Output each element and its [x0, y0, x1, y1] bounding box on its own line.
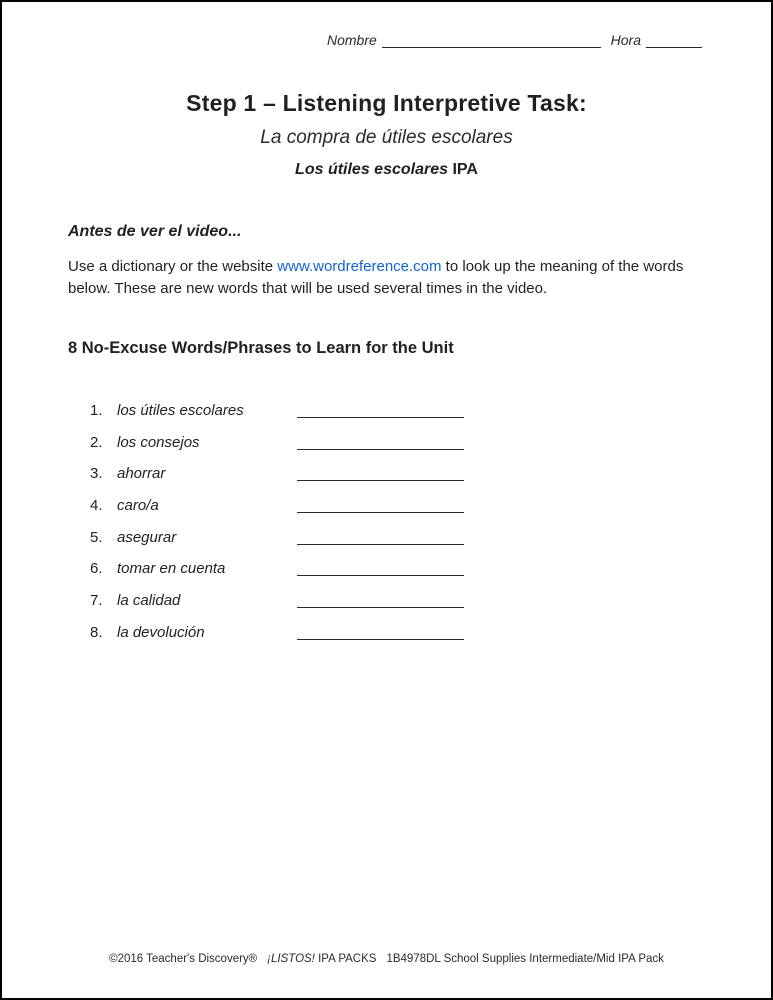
footer-product-code: 1B4978DL School Supplies Intermediate/Mid IPA Pack — [386, 953, 664, 965]
vocab-term: asegurar — [117, 528, 177, 546]
name-hour-header — [327, 31, 702, 48]
vocab-answer-blank — [297, 436, 464, 450]
name-label: Nombre — [327, 32, 377, 48]
section-heading-before-video: Antes de ver el video... — [68, 223, 242, 240]
vocab-row — [90, 624, 490, 656]
vocab-row — [90, 497, 490, 529]
vocab-number: 8. — [90, 623, 103, 641]
vocab-answer-blank — [297, 467, 464, 481]
vocab-answer-blank — [297, 531, 464, 545]
vocab-row — [90, 560, 490, 592]
footer-brand-italic: ¡LISTOS! — [267, 953, 315, 965]
vocab-row — [90, 402, 490, 434]
vocab-answer-blank — [297, 626, 464, 640]
vocab-answer-blank — [297, 404, 464, 418]
vocab-term: la devolución — [117, 623, 205, 641]
vocab-row — [90, 465, 490, 497]
vocab-term: los consejos — [117, 433, 200, 451]
vocab-number: 4. — [90, 497, 103, 515]
hour-label: Hora — [610, 32, 641, 48]
vocab-answer-blank — [297, 562, 464, 576]
name-blank-line — [382, 34, 601, 48]
vocab-row — [90, 529, 490, 561]
vocab-number: 1. — [90, 402, 103, 419]
vocab-list — [90, 402, 490, 656]
vocab-answer-blank — [297, 499, 464, 513]
vocab-term: caro/a — [117, 497, 159, 515]
instructions-text-pre: Use a dictionary or the website — [68, 258, 278, 275]
vocab-number: 7. — [90, 592, 103, 610]
footer-brand-rest: IPA PACKS — [314, 953, 377, 965]
vocab-row — [90, 592, 490, 624]
page-title: Step 1 – Listening Interpretive Task: — [186, 90, 587, 116]
vocab-number: 5. — [90, 528, 103, 546]
vocab-term: los útiles escolares — [117, 402, 244, 419]
vocab-term: ahorrar — [117, 465, 166, 483]
vocab-number: 2. — [90, 433, 103, 451]
page-subtitle-ipa — [2, 161, 771, 179]
subtitle-ipa-italic-part: Los útiles escolares — [295, 161, 449, 178]
instructions-paragraph — [68, 256, 716, 300]
hour-blank-line — [646, 34, 702, 48]
vocab-answer-blank — [297, 594, 464, 608]
footer-copyright: ©2016 Teacher's Discovery® — [109, 953, 258, 965]
subtitle-ipa-suffix: IPA — [448, 161, 478, 178]
instructions-text-post: to look up the meaning of the words below. These are new words that will be used several times in the video. — [68, 258, 684, 297]
wordreference-link[interactable]: www.wordreference.com — [277, 258, 442, 275]
vocab-row — [90, 434, 490, 466]
vocab-list-heading: 8 No-Excuse Words/Phrases to Learn for the Unit — [68, 339, 454, 357]
vocab-number: 6. — [90, 560, 103, 578]
page-subtitle-spanish: La compra de útiles escolares — [260, 127, 513, 148]
vocab-term: la calidad — [117, 592, 181, 610]
footer — [2, 953, 771, 965]
vocab-number: 3. — [90, 465, 103, 483]
vocab-term: tomar en cuenta — [117, 560, 226, 578]
